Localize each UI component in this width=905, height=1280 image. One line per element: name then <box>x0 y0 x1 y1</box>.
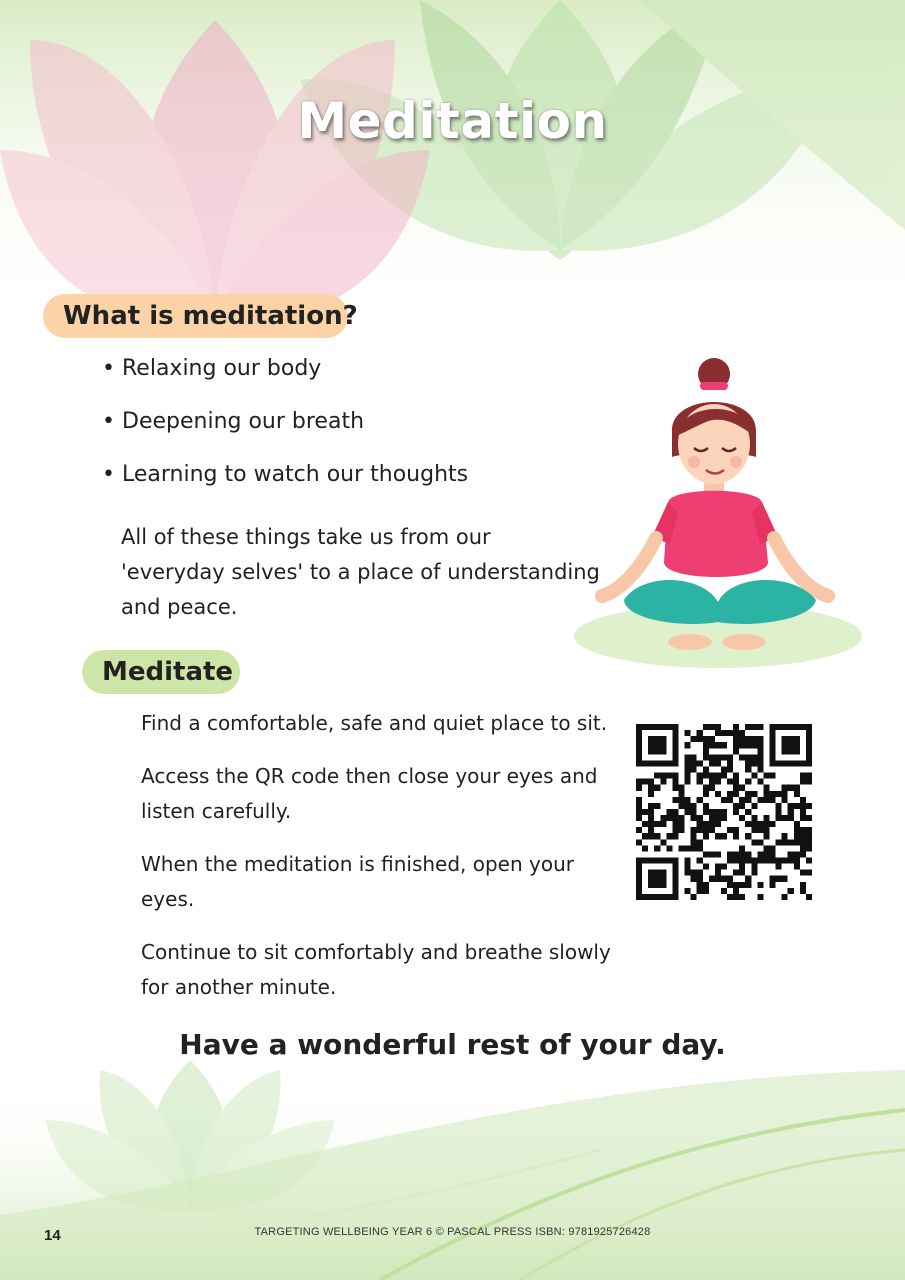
closing-message: Have a wonderful rest of your day. <box>179 1028 726 1061</box>
footer-text: TARGETING WELLBEING YEAR 6 © PASCAL PRESS ISBN: 9781925726428 <box>254 1226 651 1238</box>
list-item: Find a comfortable, safe and quiet place to sit. <box>141 711 608 735</box>
qr-code[interactable] <box>636 724 812 900</box>
list-item: • Learning to watch our thoughts <box>102 456 602 509</box>
intro-paragraph: All of these things take us from our 'everyday selves' to a place of understanding and peace. <box>121 525 600 619</box>
meditating-girl-illustration <box>572 352 864 670</box>
what-is-list <box>102 350 602 509</box>
list-item: When the meditation is finished, open your eyes. <box>141 852 574 911</box>
meditate-heading: Meditate <box>82 650 240 694</box>
page-number: 14 <box>44 1227 61 1244</box>
list-item: • Deepening our breath <box>102 403 602 456</box>
what-is-meditation-heading: What is meditation? <box>43 294 348 338</box>
pink-lotus-decoration <box>0 20 430 321</box>
meditate-steps <box>141 706 621 1023</box>
list-item: • Relaxing our body <box>102 350 602 403</box>
list-item: Continue to sit comfortably and breathe slowly for another minute. <box>141 940 611 999</box>
page-title: Meditation <box>297 92 608 150</box>
list-item: Access the QR code then close your eyes and listen carefully. <box>141 764 598 823</box>
